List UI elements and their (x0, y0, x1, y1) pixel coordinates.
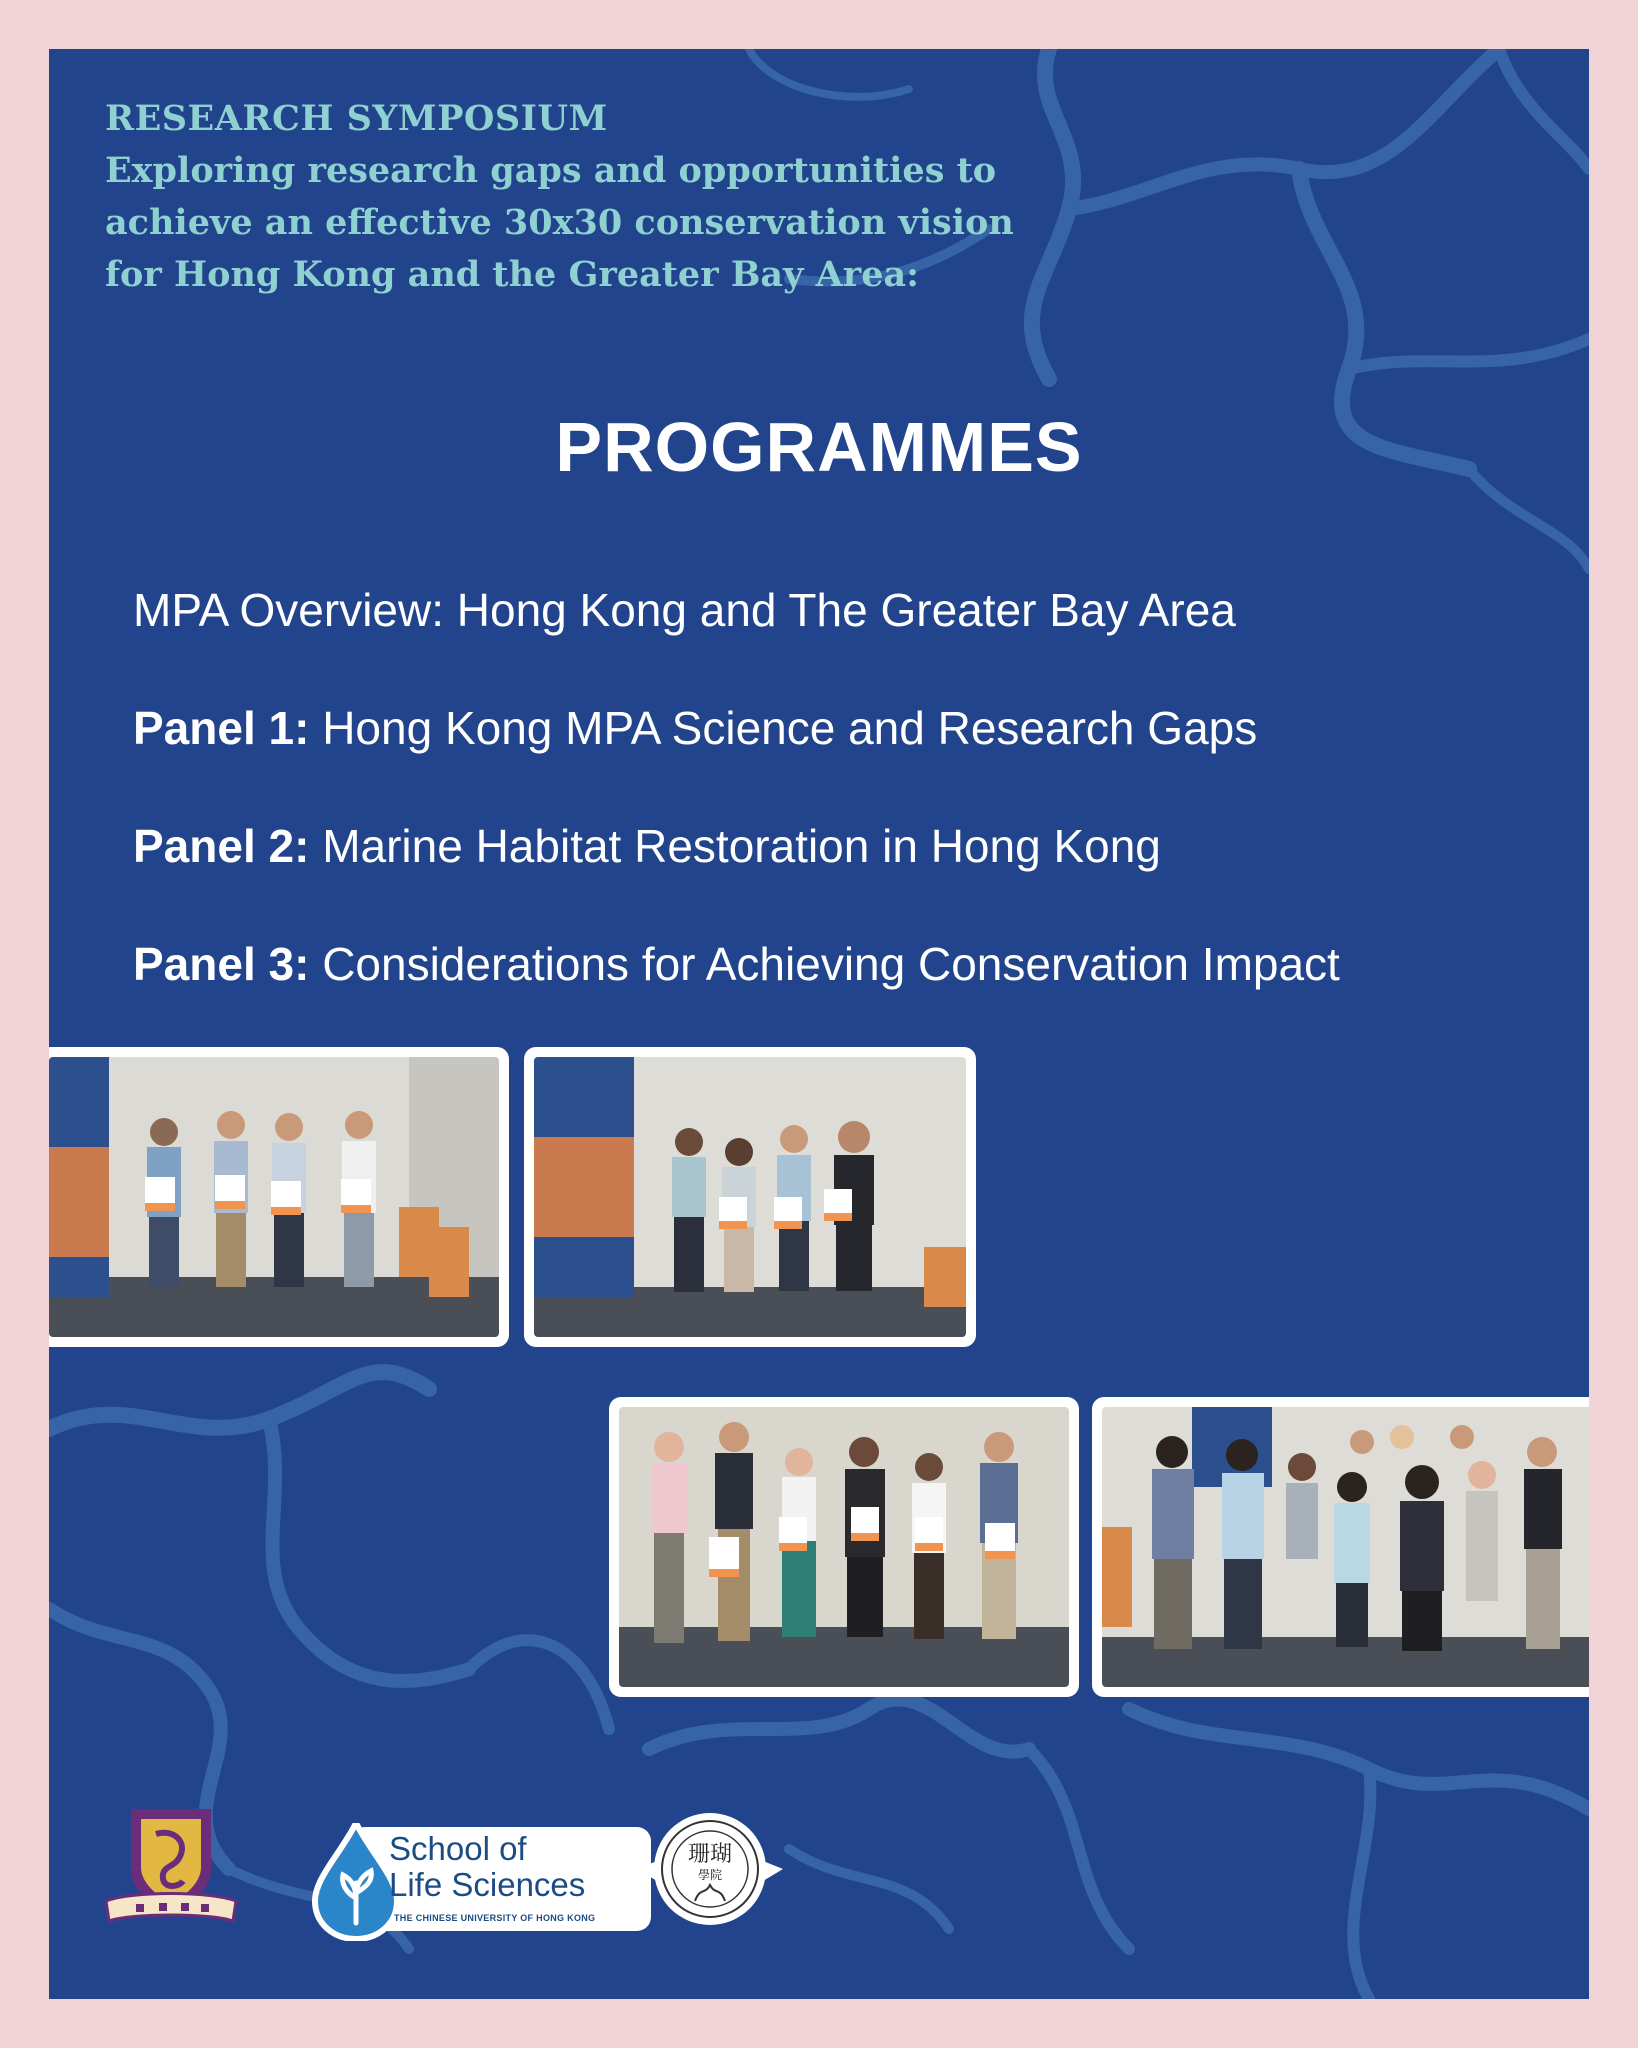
cuhk-crest-logo (101, 1809, 241, 1929)
sls-logo-line-1: School of (389, 1830, 527, 1867)
programme-panel-3 (133, 937, 1340, 991)
water-caustic-background (49, 49, 1589, 1999)
subtitle-line-1: Exploring research gaps and opportunities to (105, 150, 997, 191)
page-title: PROGRAMMES (555, 408, 1083, 486)
panel-1-label: Panel 1: (133, 702, 310, 754)
symposium-subtitle (105, 145, 1014, 301)
programme-panel-1 (133, 701, 1257, 755)
event-photo-2 (524, 1047, 976, 1347)
event-photo-1 (49, 1047, 509, 1347)
poster (49, 49, 1589, 1999)
event-photo-3 (609, 1397, 1079, 1697)
subtitle-line-2: achieve an effective 30x30 conservation vision (105, 202, 1014, 243)
programme-panel-2 (133, 819, 1161, 873)
panel-2-topic: Marine Habitat Restoration in Hong Kong (322, 820, 1161, 872)
sls-logo-line-2: Life Sciences (389, 1866, 586, 1903)
panel-3-topic: Considerations for Achieving Conservation Impact (322, 938, 1340, 990)
coral-seal-sub-characters: 學院 (697, 1868, 723, 1882)
panel-2-label: Panel 2: (133, 820, 310, 872)
subtitle-line-3: for Hong Kong and the Greater Bay Area: (105, 254, 920, 295)
group-photo-image (619, 1407, 1069, 1687)
event-photo-4 (1092, 1397, 1589, 1697)
coral-academy-seal-logo (635, 1811, 785, 1931)
coral-seal-characters: 珊瑚 (687, 1842, 733, 1867)
panel-3-label: Panel 3: (133, 938, 310, 990)
group-photo-image (49, 1057, 499, 1337)
panel-1-topic: Hong Kong MPA Science and Research Gaps (322, 702, 1258, 754)
group-photo-image (1102, 1407, 1589, 1687)
sls-logo-subtitle: THE CHINESE UNIVERSITY OF HONG KONG (394, 1913, 596, 1923)
symposium-kicker: RESEARCH SYMPOSIUM (105, 98, 608, 139)
programme-overview: MPA Overview: Hong Kong and The Greater Bay Area (133, 584, 1236, 636)
group-photo-image (534, 1057, 966, 1337)
